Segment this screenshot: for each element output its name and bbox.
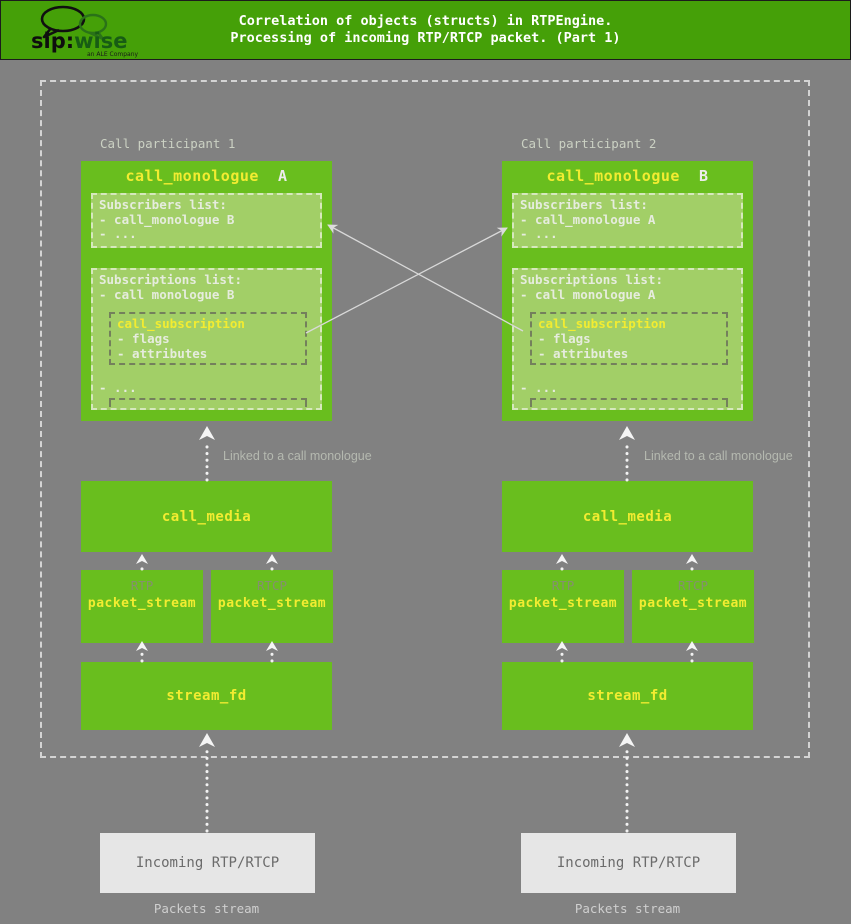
call-media-box-2 [502, 481, 753, 552]
page-title-line2: Processing of incoming RTP/RTCP packet. (Part 1) [230, 30, 621, 46]
logo-sip-text: sip: [31, 29, 75, 53]
call-monologue-b-title [502, 167, 753, 185]
subscribers-item: - call_monologue B [99, 211, 235, 227]
incoming-rtp-rtcp-box-2: Incoming RTP/RTCP [521, 833, 736, 893]
call-monologue-a-box [81, 161, 332, 421]
packet-stream-title-rtcp-2: packet_stream [638, 596, 748, 611]
diagram-canvas [0, 60, 851, 924]
subscriptions-list-box-b [512, 268, 743, 410]
call-monologue-a-name: call_monologue [125, 167, 259, 185]
call-monologue-a-letter: A [277, 167, 288, 185]
incoming-rtp-rtcp-box-1: Incoming RTP/RTCP [100, 833, 315, 893]
packets-stream-label-1: Packets stream [153, 901, 260, 916]
rtcp-label-1: RTCP [256, 578, 288, 593]
call-subscription-box-a [109, 312, 307, 365]
subscriptions-list-box-a [91, 268, 322, 410]
call-monologue-a-title [81, 167, 332, 185]
subscribers-ellipsis: - ... [520, 226, 558, 241]
call-subscription-attributes: - attributes [117, 346, 208, 361]
rtcp-packet-stream-box-2 [632, 570, 754, 643]
call-media-title-1: call_media [161, 508, 252, 525]
page-title [1, 1, 850, 59]
rtp-label-1: RTP [130, 578, 154, 593]
subscribers-item: - call_monologue A [520, 211, 656, 227]
participant-1-label: Call participant 1 [100, 136, 236, 151]
stream-fd-box-2 [502, 662, 753, 730]
rtp-packet-stream-box-1 [81, 570, 203, 643]
call-media-box-1 [81, 481, 332, 552]
call-subscription-box-b [530, 312, 728, 365]
subscriptions-item: - call monologue A [520, 286, 656, 302]
header-bar [0, 0, 851, 60]
subscriptions-item: - call monologue B [99, 286, 235, 302]
next-call-subscription-partial-box [109, 398, 307, 407]
call-media-title-2: call_media [582, 508, 673, 525]
rtp-packet-stream-box-2 [502, 570, 624, 643]
rtcp-label-2: RTCP [677, 578, 709, 593]
call-monologue-b-box [502, 161, 753, 421]
subscriptions-title: Subscriptions list: [99, 272, 242, 287]
participant-2-column [502, 60, 793, 924]
packet-stream-title-rtp-2: packet_stream [508, 596, 618, 611]
subscriptions-title: Subscriptions list: [520, 272, 663, 287]
logo-wise-text: wise [74, 29, 128, 53]
stream-fd-title-1: stream_fd [166, 688, 247, 704]
linked-to-monologue-label-2: Linked to a call monologue [644, 449, 793, 463]
subscriptions-ellipsis: - ... [99, 380, 137, 395]
call-monologue-b-suffix [689, 167, 699, 185]
call-subscription-attributes: - attributes [538, 346, 629, 361]
call-subscription-flags: - flags [117, 331, 170, 346]
packet-stream-title-rtp-1: packet_stream [87, 596, 197, 611]
linked-to-monologue-label-1: Linked to a call monologue [223, 449, 372, 463]
packets-stream-label-2: Packets stream [574, 901, 681, 916]
subscribers-list-box-a [91, 193, 322, 248]
next-call-subscription-partial-box [530, 398, 728, 407]
call-monologue-b-letter: B [698, 167, 709, 185]
stream-fd-box-1 [81, 662, 332, 730]
rtp-label-2: RTP [551, 578, 575, 593]
call-subscription-title: call_subscription [538, 316, 666, 331]
subscribers-title: Subscribers list: [99, 197, 227, 212]
subscribers-list-box-b [512, 193, 743, 248]
participant-1-column [81, 60, 372, 924]
packet-stream-title-rtcp-1: packet_stream [217, 596, 327, 611]
subscribers-ellipsis: - ... [99, 226, 137, 241]
stream-fd-title-2: stream_fd [587, 688, 668, 704]
logo-tagline: an ALE Company [87, 51, 139, 58]
call-monologue-b-name: call_monologue [546, 167, 680, 185]
call-subscription-title: call_subscription [117, 316, 245, 331]
participant-2-label: Call participant 2 [521, 136, 657, 151]
call-monologue-a-suffix [268, 167, 278, 185]
subscribers-title: Subscribers list: [520, 197, 648, 212]
call-subscription-flags: - flags [538, 331, 591, 346]
subscriptions-ellipsis: - ... [520, 380, 558, 395]
page-title-line1: Correlation of objects (structs) in RTPEngine. [238, 13, 613, 29]
rtcp-packet-stream-box-1 [211, 570, 333, 643]
